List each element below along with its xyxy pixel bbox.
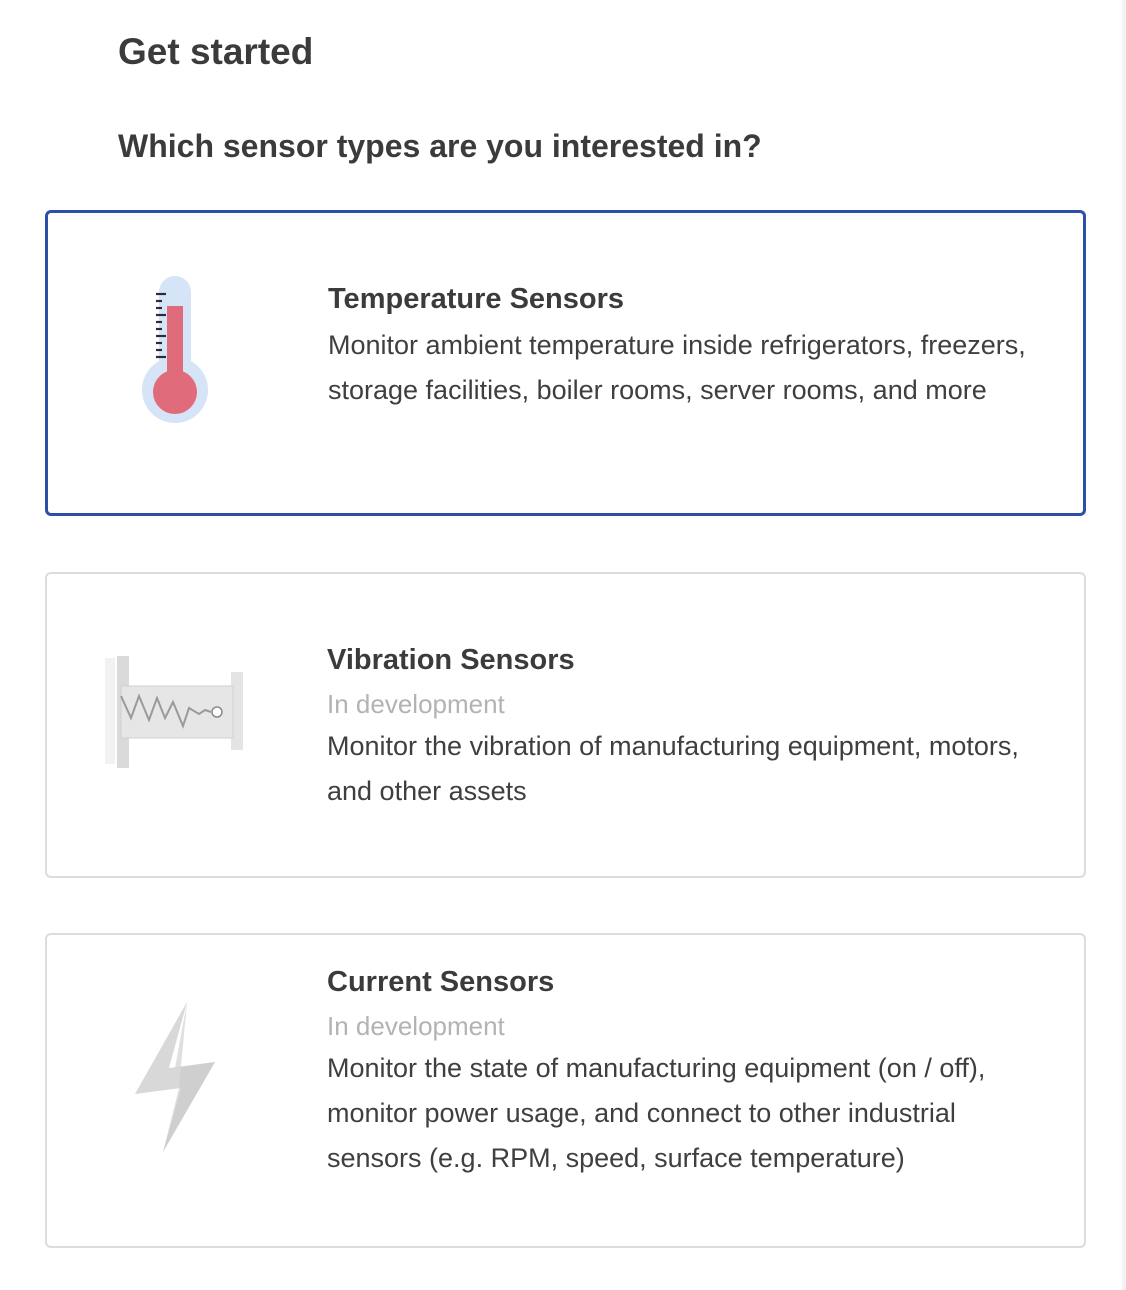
option-description: Monitor the vibration of manufacturing equipment, motors, and other assets (327, 731, 1019, 806)
option-title: Current Sensors (327, 966, 555, 998)
option-title: Vibration Sensors (327, 644, 575, 676)
vibration-sensor-icon (103, 656, 248, 771)
thermometer-icon (140, 276, 210, 426)
option-description: Monitor the state of manufacturing equipment (on / off), monitor power usage, and connect to other industrial sensors (e.g. RPM, speed, surface temperature) (327, 1053, 986, 1173)
page-title: Get started (118, 31, 314, 72)
option-card-vibration-sensors[interactable] (45, 572, 1086, 878)
scroll-edge (1122, 0, 1126, 1290)
option-title: Temperature Sensors (328, 283, 625, 315)
status-label: In development (327, 1011, 505, 1041)
status-label: In development (327, 689, 505, 719)
option-card-temperature-sensors[interactable] (45, 210, 1086, 516)
option-description: Monitor ambient temperature inside refrigerators, freezers, storage facilities, boiler rooms, server rooms, and more (328, 330, 1026, 405)
option-card-current-sensors[interactable] (45, 933, 1086, 1248)
sensor-type-question: Which sensor types are you interested in? (118, 128, 762, 164)
lightning-bolt-icon (135, 1002, 217, 1154)
